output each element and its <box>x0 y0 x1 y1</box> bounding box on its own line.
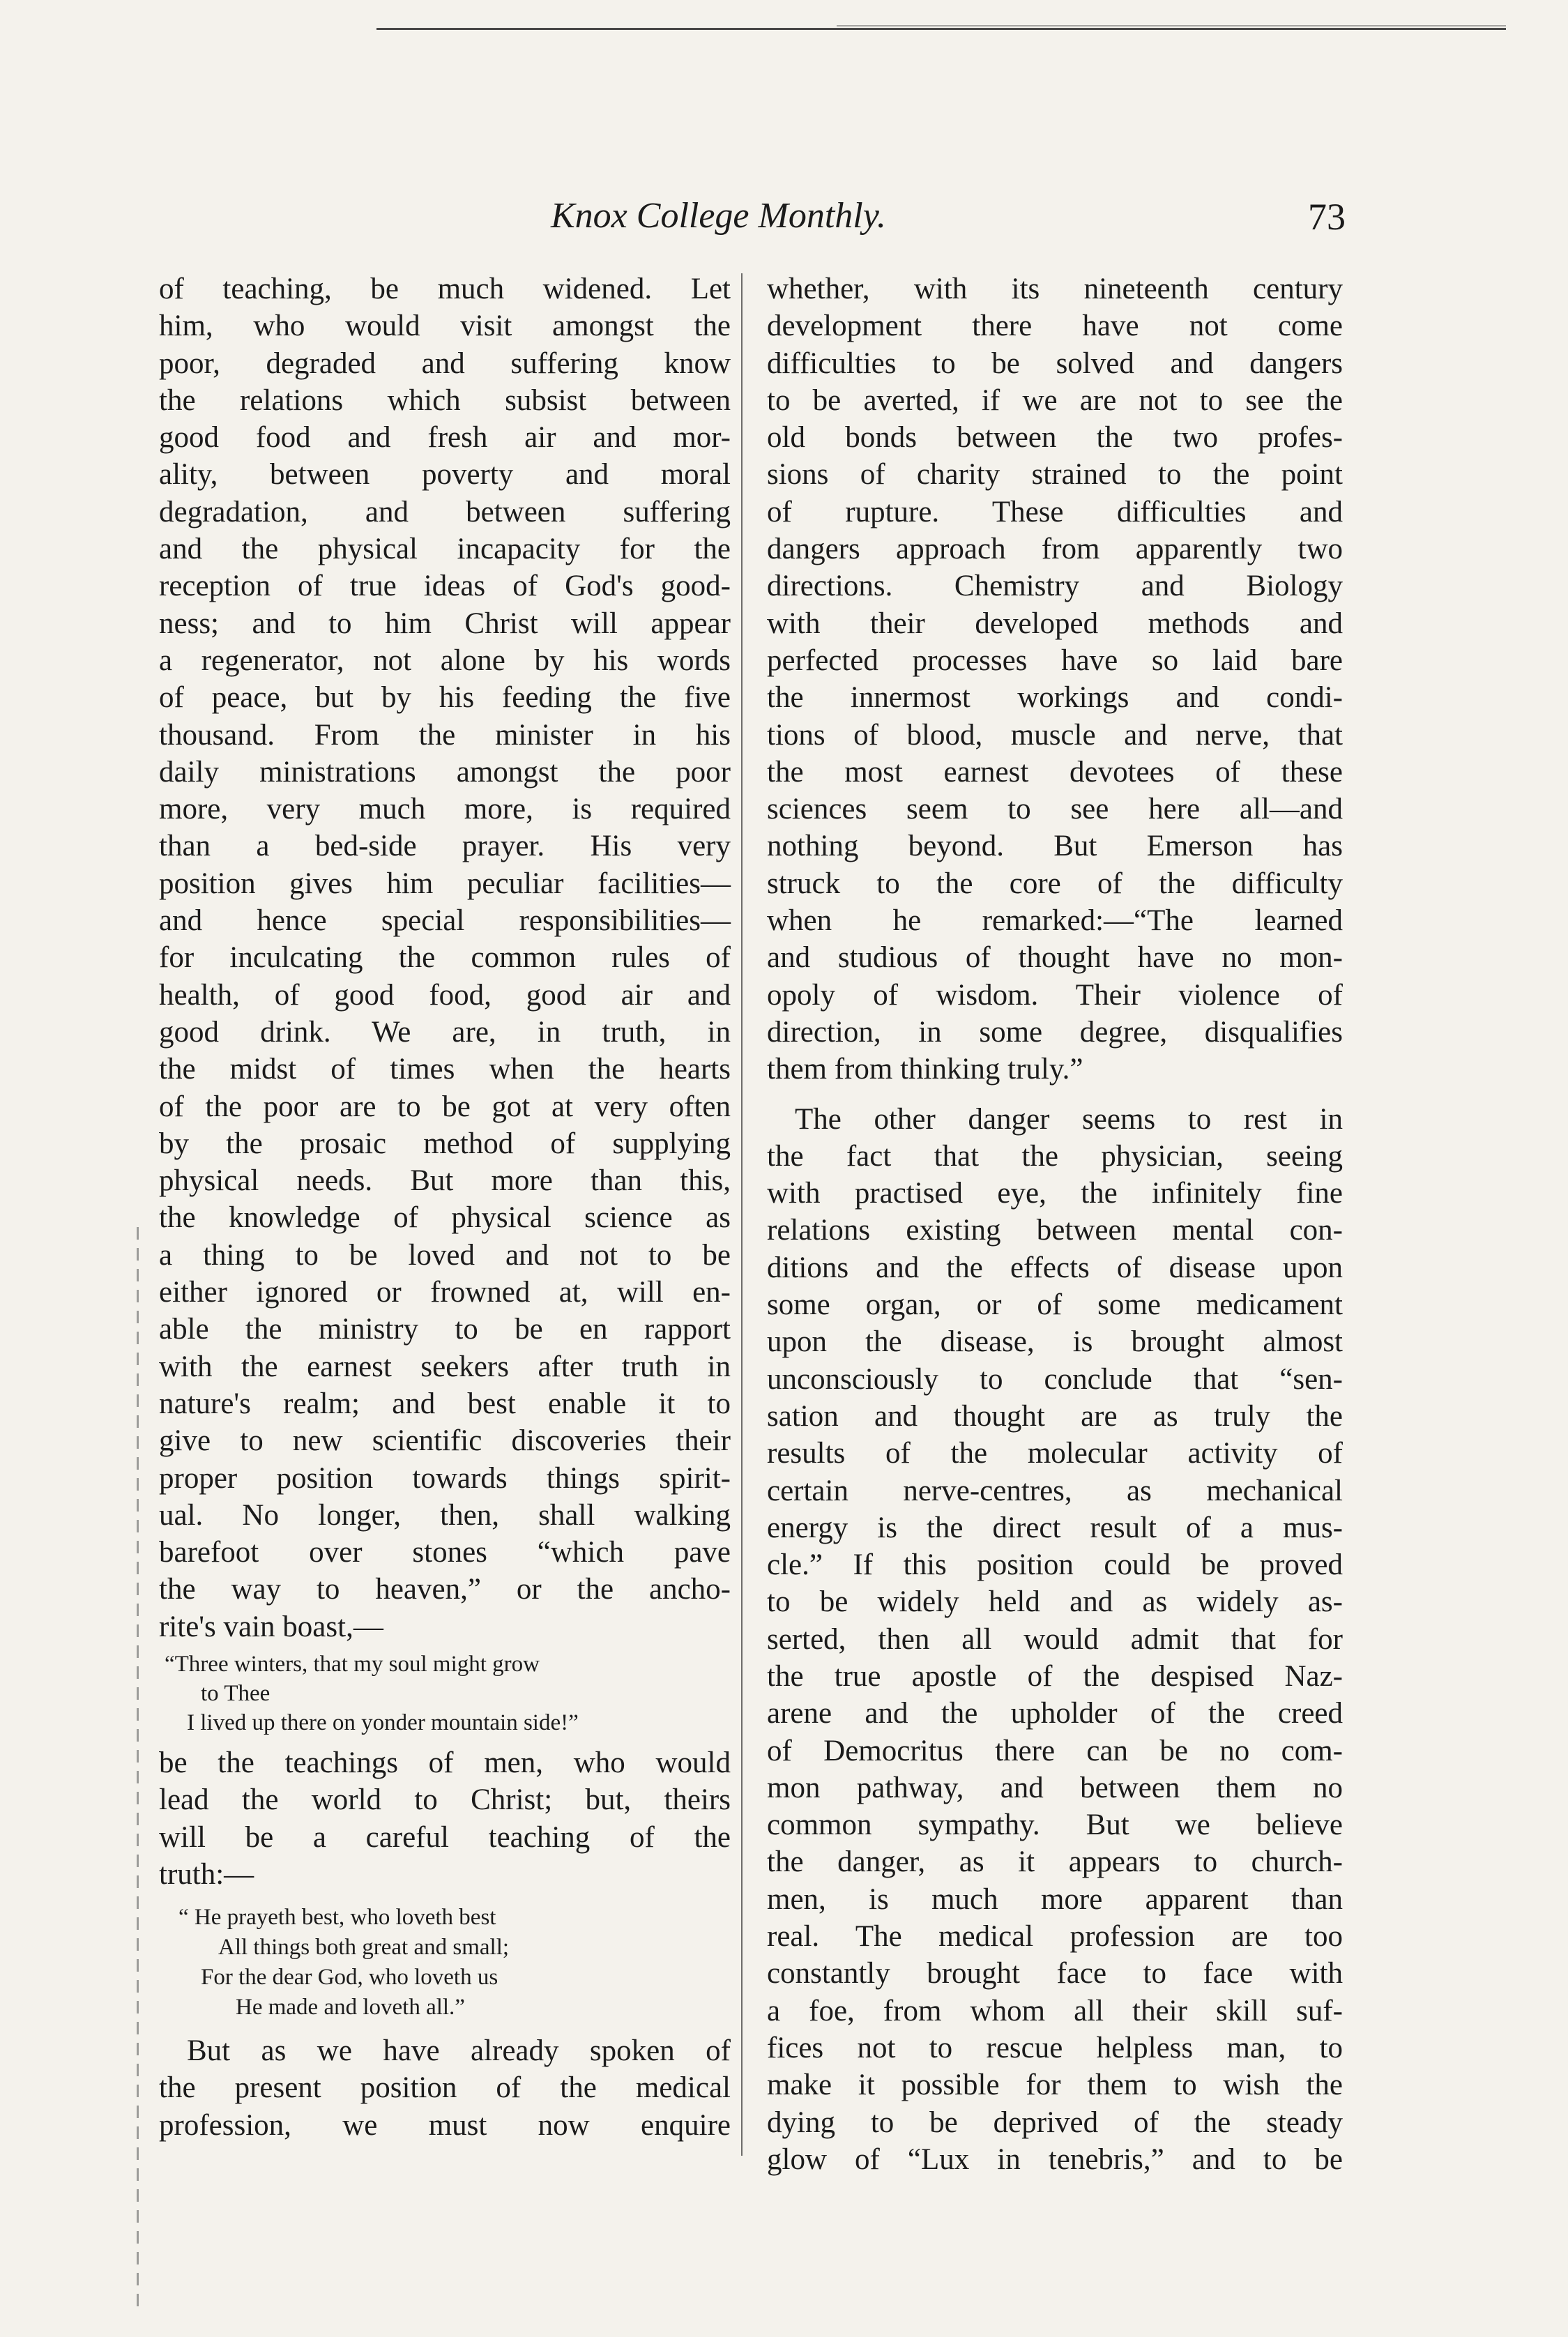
poem-line: For the dear God, who loveth us <box>201 1965 498 1990</box>
text-line: sions of charity strained to the point <box>767 458 1343 492</box>
right-column <box>767 271 1343 2178</box>
poem-line: to Thee <box>201 1680 271 1706</box>
text-line: a thing to be loved and not to be <box>159 1238 731 1272</box>
text-line: of rupture. These difficulties and <box>767 495 1343 528</box>
text-line: for inculcating the common rules of <box>159 941 731 975</box>
text-line: good food and fresh air and mor- <box>159 421 731 455</box>
text-line: profession, we must now enquire <box>159 2108 731 2142</box>
text-line: to be widely held and as widely as- <box>767 1585 1343 1619</box>
text-line: daily ministrations amongst the poor <box>159 755 731 789</box>
text-line: a foe, from whom all their skill suf- <box>767 1994 1343 2027</box>
text-line: But as we have already spoken of <box>187 2034 731 2068</box>
text-line: lead the world to Christ; but, theirs <box>159 1783 731 1817</box>
left-paragraph-2 <box>159 1744 731 1893</box>
right-paragraph-1 <box>767 271 1343 1088</box>
text-line: of the poor are to be got at very often <box>159 1090 731 1123</box>
text-line: with the earnest seekers after truth in <box>159 1350 731 1383</box>
page-header <box>160 195 1346 251</box>
text-line: more, very much more, is required <box>159 793 731 826</box>
text-line: by the prosaic method of supplying <box>159 1127 731 1160</box>
text-line: tions of blood, muscle and nerve, that <box>767 718 1343 752</box>
text-line: either ignored or frowned at, will en- <box>159 1276 731 1309</box>
text-line: health, of good food, good air and <box>159 978 731 1012</box>
text-line: with their developed methods and <box>767 607 1343 640</box>
poem-excerpt-2 <box>159 1903 731 2023</box>
text-line: truth:— <box>159 1857 254 1891</box>
text-line: sation and thought are as truly the <box>767 1399 1343 1433</box>
text-line: the most earnest devotees of these <box>767 755 1343 789</box>
text-line: dangers approach from apparently two <box>767 533 1343 566</box>
column-divider <box>741 273 743 2156</box>
text-line: poor, degraded and suffering know <box>159 347 731 380</box>
text-line: the present position of the medical <box>159 2071 731 2105</box>
text-line: and the physical incapacity for the <box>159 533 731 566</box>
text-line: difficulties to be solved and dangers <box>767 347 1343 380</box>
text-line: common sympathy. But we believe <box>767 1809 1343 1842</box>
text-line: the knowledge of physical science as <box>159 1201 731 1235</box>
left-paragraph-3 <box>159 2032 731 2144</box>
text-line: serted, then all would admit that for <box>767 1622 1343 1656</box>
text-line: the danger, as it appears to church- <box>767 1845 1343 1879</box>
text-line: degradation, and between suffering <box>159 495 731 528</box>
text-line: and studious of thought have no mon- <box>767 941 1343 975</box>
page-number: 73 <box>1308 196 1346 238</box>
text-line: with practised eye, the infinitely fine <box>767 1177 1343 1210</box>
text-line: glow of “Lux in tenebris,” and to be <box>767 2142 1343 2176</box>
text-line: opoly of wisdom. Their violence of <box>767 978 1343 1012</box>
text-line: nature's realm; and best enable it to <box>159 1387 731 1420</box>
text-line: when he remarked:—“The learned <box>767 904 1343 938</box>
text-line: sciences seem to see here all—and <box>767 793 1343 826</box>
running-title: Knox College Monthly. <box>551 196 886 236</box>
text-line: and hence special responsibilities— <box>159 904 731 938</box>
text-line: cle.” If this position could be proved <box>767 1548 1343 1582</box>
text-line: dying to be deprived of the steady <box>767 2106 1343 2139</box>
text-line: results of the molecular activity of <box>767 1437 1343 1470</box>
text-line: physical needs. But more than this, <box>159 1164 731 1198</box>
text-line: The other danger seems to rest in <box>795 1102 1343 1136</box>
text-line: good drink. We are, in truth, in <box>159 1015 731 1049</box>
text-line: old bonds between the two profes- <box>767 421 1343 455</box>
text-line: thousand. From the minister in his <box>159 718 731 752</box>
poem-line: “Three winters, that my soul might grow <box>165 1651 540 1677</box>
text-line: certain nerve-centres, as mechanical <box>767 1474 1343 1507</box>
text-line: fices not to rescue helpless man, to <box>767 2031 1343 2064</box>
text-line: them from thinking truly.” <box>767 1053 1083 1086</box>
text-line: struck to the core of the difficulty <box>767 867 1343 900</box>
text-line: than a bed-side prayer. His very <box>159 830 731 863</box>
text-line: constantly brought face to face with <box>767 1957 1343 1990</box>
text-line: position gives him peculiar facilities— <box>159 867 731 900</box>
text-line: perfected processes have so laid bare <box>767 644 1343 677</box>
text-line: the relations which subsist between <box>159 383 731 417</box>
text-line: whether, with its nineteenth century <box>767 273 1343 305</box>
text-line: the fact that the physician, seeing <box>767 1139 1343 1173</box>
poem-line: He made and loveth all.” <box>236 1995 465 2020</box>
text-line: real. The medical profession are too <box>767 1920 1343 1954</box>
poem-line: All things both great and small; <box>218 1935 510 1961</box>
text-line: nothing beyond. But Emerson has <box>767 830 1343 863</box>
text-line: will be a careful teaching of the <box>159 1820 731 1854</box>
text-line: of teaching, be much widened. Let <box>159 273 731 305</box>
text-line: ness; and to him Christ will appear <box>159 607 731 640</box>
text-line: development there have not come <box>767 310 1343 343</box>
text-line: a regenerator, not alone by his words <box>159 644 731 677</box>
text-line: make it possible for them to wish the <box>767 2069 1343 2102</box>
text-line: men, is much more apparent than <box>767 1882 1343 1916</box>
top-rule-faint <box>837 25 1506 26</box>
text-line: relations existing between mental con- <box>767 1214 1343 1247</box>
text-line: some organ, or of some medicament <box>767 1288 1343 1322</box>
top-rule <box>376 28 1506 30</box>
text-line: the midst of times when the hearts <box>159 1053 731 1086</box>
right-paragraph-2 <box>767 1101 1343 2179</box>
text-line: to be averted, if we are not to see the <box>767 383 1343 417</box>
text-line: rite's vain boast,— <box>159 1610 383 1643</box>
text-line: of Democritus there can be no com- <box>767 1734 1343 1767</box>
text-line: him, who would visit amongst the <box>159 310 731 343</box>
text-line: the way to heaven,” or the ancho- <box>159 1573 731 1606</box>
text-line: reception of true ideas of God's good- <box>159 570 731 603</box>
text-line: proper position towards things spirit- <box>159 1461 731 1495</box>
left-paragraph-1 <box>159 271 731 1645</box>
text-line: be the teachings of men, who would <box>159 1746 731 1779</box>
text-line: barefoot over stones “which pave <box>159 1536 731 1569</box>
text-line: able the ministry to be en rapport <box>159 1313 731 1346</box>
text-line: direction, in some degree, disqualifies <box>767 1015 1343 1049</box>
text-line: directions. Chemistry and Biology <box>767 570 1343 603</box>
text-line: ual. No longer, then, shall walking <box>159 1498 731 1532</box>
text-line: energy is the direct result of a mus- <box>767 1511 1343 1544</box>
text-line: ality, between poverty and moral <box>159 458 731 492</box>
binding-edge-mark <box>137 1227 139 2315</box>
poem-excerpt-1 <box>159 1650 731 1737</box>
text-line: unconsciously to conclude that “sen- <box>767 1362 1343 1396</box>
text-line: upon the disease, is brought almost <box>767 1325 1343 1359</box>
text-line: arene and the upholder of the creed <box>767 1697 1343 1730</box>
text-line: the innermost workings and condi- <box>767 681 1343 715</box>
text-line: mon pathway, and between them no <box>767 1771 1343 1804</box>
text-line: the true apostle of the despised Naz- <box>767 1659 1343 1693</box>
text-line: ditions and the effects of disease upon <box>767 1251 1343 1284</box>
text-line: of peace, but by his feeding the five <box>159 681 731 715</box>
text-line: give to new scientific discoveries their <box>159 1424 731 1458</box>
poem-line: “ He prayeth best, who loveth best <box>178 1905 496 1931</box>
poem-line: I lived up there on yonder mountain side!” <box>187 1710 579 1735</box>
left-column <box>159 271 731 2144</box>
